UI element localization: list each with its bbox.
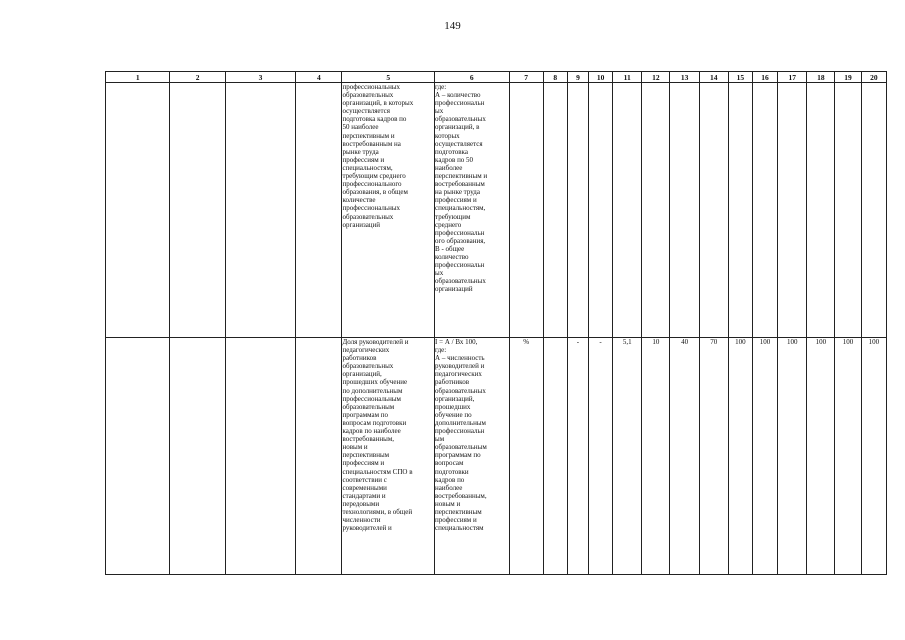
value-cell: 100: [752, 338, 777, 575]
column-header: 13: [670, 72, 699, 83]
column-header: 2: [170, 72, 225, 83]
value-cell: 10: [642, 338, 670, 575]
value-cell: [670, 83, 699, 338]
column-header: 20: [861, 72, 886, 83]
column-header: 11: [613, 72, 642, 83]
column-header: 7: [509, 72, 543, 83]
column-header: 5: [342, 72, 435, 83]
value-cell: 5,1: [613, 338, 642, 575]
value-cell: [728, 83, 752, 338]
value-cell: [835, 83, 861, 338]
column-header: 6: [435, 72, 509, 83]
column-header: 15: [728, 72, 752, 83]
value-cell: 100: [861, 338, 886, 575]
value-cell: [543, 83, 567, 338]
column-header: 19: [835, 72, 861, 83]
column-header: 8: [543, 72, 567, 83]
column-header: 4: [296, 72, 342, 83]
column-header: 17: [778, 72, 807, 83]
column-header: 1: [106, 72, 170, 83]
indicator-cell: Доля руководителей и педагогических работников образовательных организаций, прошедших обучение по дополнительным профессиональным образовательным программам по вопросам подготовки кадров по наиболее востребованным, новым и перспективным профессиям и специальностям СПО в соответствии с современными стандартами и передовыми технологиями, в общей численности руководителей и: [342, 338, 435, 575]
table-cell: [106, 338, 170, 575]
value-cell: [567, 83, 588, 338]
value-cell: [861, 83, 886, 338]
value-cell: 70: [699, 338, 728, 575]
value-cell: 100: [728, 338, 752, 575]
table-cell: [296, 338, 342, 575]
table-cell: [225, 338, 295, 575]
header-row: [106, 72, 887, 83]
value-cell: 100: [835, 338, 861, 575]
value-cell: 100: [807, 338, 835, 575]
value-cell: [699, 83, 728, 338]
unit-cell: %: [509, 338, 543, 575]
column-header: 9: [567, 72, 588, 83]
column-header: 16: [752, 72, 777, 83]
column-header: 12: [642, 72, 670, 83]
table-cell: [106, 83, 170, 338]
indicator-cell: профессиональных образовательных организаций, в которых осуществляется подготовка кадров по 50 наиболее перспективным и востребованным на рынке труда профессиям и специальностям, требующим среднего профессионального образования, в общем количестве профессиональных образовательных организаций: [342, 83, 435, 338]
formula-cell: I = А / Вх 100, где: А – численность руководителей и педагогических работников образовательных организаций, прошедших обучение по дополнительным профессиональн ым образовательным программам по вопросам подготовки кадров по наиболее востребованным, новым и перспективным профессиям и специальностям: [435, 338, 509, 575]
value-cell: -: [567, 338, 588, 575]
value-cell: [589, 83, 613, 338]
value-cell: [807, 83, 835, 338]
column-header: 3: [225, 72, 295, 83]
value-cell: [752, 83, 777, 338]
value-cell: 40: [670, 338, 699, 575]
column-header: 18: [807, 72, 835, 83]
table-cell: [296, 83, 342, 338]
value-cell: [642, 83, 670, 338]
table-cell: [170, 338, 225, 575]
value-cell: [543, 338, 567, 575]
page-number: 149: [444, 20, 461, 32]
column-header: 10: [589, 72, 613, 83]
value-cell: [613, 83, 642, 338]
table-cell: [170, 83, 225, 338]
table-row: [106, 83, 887, 338]
value-cell: -: [589, 338, 613, 575]
value-cell: [509, 83, 543, 338]
table-row: [106, 338, 887, 575]
column-header: 14: [699, 72, 728, 83]
value-cell: 100: [778, 338, 807, 575]
table-cell: [225, 83, 295, 338]
formula-cell: где: А – количество профессиональн ых образовательных организаций, в которых осуществляется подготовка кадров по 50 наиболее перспективным и востребованным на рынке труда профессиям и специальностям, требующим среднего профессиональн ого образования, В - общее количество профессиональн ых образовательных организаций: [435, 83, 509, 338]
value-cell: [778, 83, 807, 338]
indicators-table: [105, 71, 887, 575]
